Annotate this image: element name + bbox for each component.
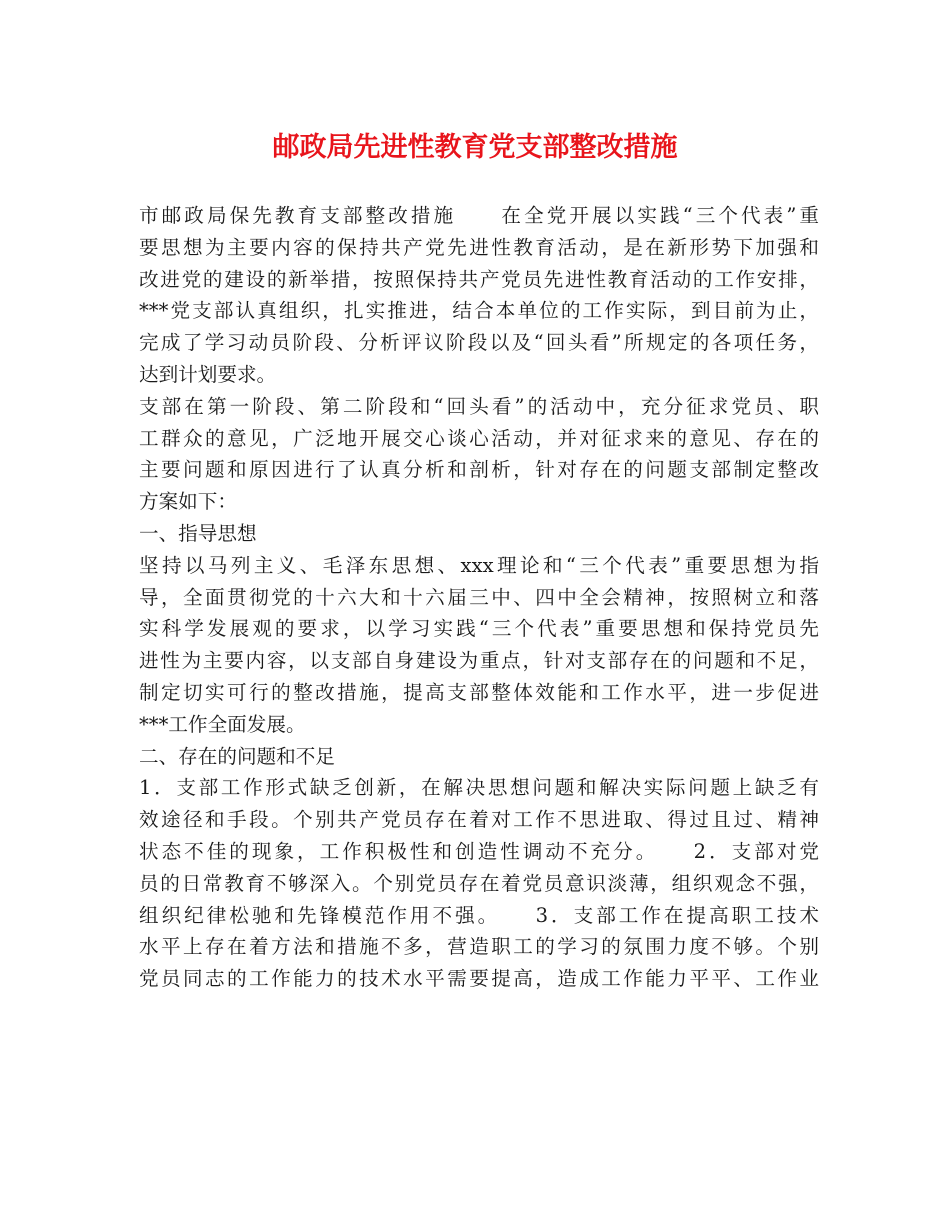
- body-line: ***工作全面发展。: [139, 712, 306, 736]
- body-line: 1．支部工作形式缺乏创新，在解决思想问题和解决实际问题上缺乏有: [139, 776, 819, 800]
- body-line: 达到计划要求。: [139, 362, 277, 386]
- body-line: 党员同志的工作能力的技术水平需要提高，造成工作能力平平、工作业: [139, 967, 819, 991]
- body-line: 工群众的意见，广泛地开展交心谈心活动，并对征求来的意见、存在的: [139, 426, 819, 450]
- document-body: [139, 200, 819, 995]
- document-title: 邮政局先进性教育党支部整改措施: [272, 132, 678, 163]
- body-line: 要思想为主要内容的保持共产党先进性教育活动，是在新形势下加强和: [139, 235, 819, 259]
- body-line: 水平上存在着方法和措施不多，营造职工的学习的氛围力度不够。个别: [139, 935, 819, 959]
- body-line: 完成了学习动员阶段、分析评议阶段以及“回头看”所规定的各项任务，: [139, 331, 819, 355]
- body-line: 实科学发展观的要求，以学习实践“三个代表”重要思想和保持党员先: [139, 617, 819, 641]
- body-line: 主要问题和原因进行了认真分析和剖析，针对存在的问题支部制定整改: [139, 458, 819, 482]
- body-line: 方案如下：: [139, 490, 237, 514]
- body-line: 效途径和手段。个别共产党员存在着对工作不思进取、得过且过、精神: [139, 808, 819, 832]
- body-line: 二、存在的问题和不足: [139, 744, 335, 768]
- body-line: ***党支部认真组织，扎实推进，结合本单位的工作实际，到目前为止，: [139, 299, 819, 323]
- body-line: 市邮政局保先教育支部整改措施 在全党开展以实践“三个代表”重: [139, 204, 819, 227]
- body-line: 导，全面贯彻党的十六大和十六届三中、四中全会精神，按照树立和落: [139, 585, 819, 609]
- body-line: 支部在第一阶段、第二阶段和“回头看”的活动中，充分征求党员、职: [139, 394, 819, 418]
- body-line: 制定切实可行的整改措施，提高支部整体效能和工作水平，进一步促进: [139, 680, 819, 704]
- body-line: 组织纪律松驰和先锋模范作用不强。 3．支部工作在提高职工技术: [139, 903, 819, 927]
- body-line: 坚持以马列主义、毛泽东思想、xxx理论和“三个代表”重要思想为指: [139, 553, 819, 577]
- body-line: 员的日常教育不够深入。个别党员存在着党员意识淡薄，组织观念不强，: [139, 871, 819, 895]
- body-line: 改进党的建设的新举措，按照保持共产党员先进性教育活动的工作安排，: [139, 267, 819, 291]
- body-line: 一、指导思想: [139, 521, 257, 545]
- body-line: 状态不佳的现象，工作积极性和创造性调动不充分。 2．支部对党: [139, 839, 819, 863]
- body-line: 进性为主要内容，以支部自身建设为重点，针对支部存在的问题和不足，: [139, 649, 819, 673]
